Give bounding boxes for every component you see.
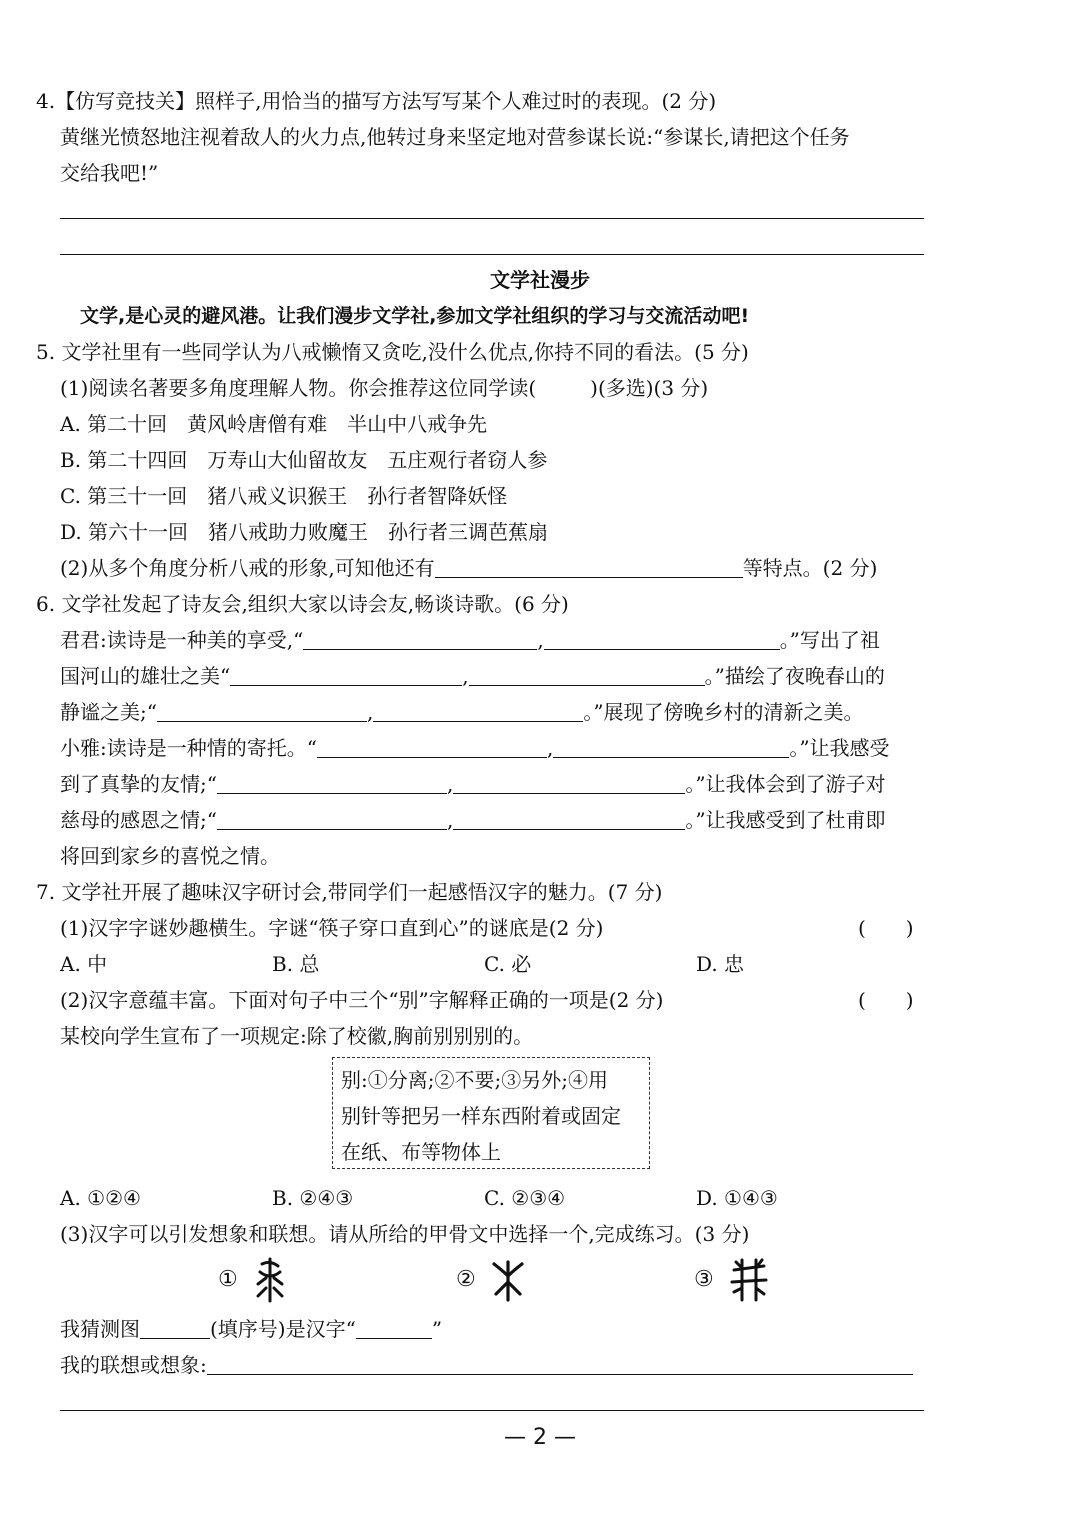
q6-l6-text: 慈母的感恩之情;“ [60,808,217,832]
footer-rule [60,1410,924,1411]
q6-blank-4a[interactable] [317,735,547,758]
q7-sub1-option-c: C. 必 [484,952,532,976]
q7-sub3: (3)汉字可以引发想象和联想。请从所给的甲骨文中选择一个,完成练习。(3 分) [60,1222,750,1246]
q7-sub1-option-a: A. 中 [60,952,108,976]
q6-line7: 将回到家乡的喜悦之情。 [60,844,280,868]
oracle-glyph-1-icon [252,1256,288,1304]
q6-blank-5a[interactable] [217,771,447,794]
q6-blank-1a[interactable] [303,627,537,650]
q6-line5 [60,769,886,799]
q6-l3-comma: , [366,700,374,724]
q4-example-line1: 黄继光愤怒地注视着敌人的火力点,他转过身来坚定地对营参谋长说:“参谋长,请把这个任务 [60,125,850,149]
q6-l4-comma: , [546,736,554,760]
definition-line: 别:①分离;②不要;③另外;④用 [341,1068,608,1092]
q6-l5-text: 到了真挚的友情;“ [60,772,217,796]
q6-l5-comma: , [446,772,454,796]
q5-sub1 [60,373,708,403]
glyph-number-1: ① [218,1267,238,1292]
section-intro: 文学,是心灵的避风港。让我们漫步文学社,参加文学社组织的学习与交流活动吧! [80,305,750,327]
q5-option-c: C. 第三十一回 猪八戒义识猴王 孙行者智降妖怪 [60,484,508,508]
q7-sub1: (1)汉字字谜妙趣横生。字谜“筷子穿口直到心”的谜底是(2 分) [60,916,604,940]
section-title: 文学社漫步 [490,268,590,292]
q6-blank-3a[interactable] [157,699,367,722]
q6-blank-2b[interactable] [469,663,705,686]
q7-sub2: (2)汉字意蕴丰富。下面对句子中三个“别”字解释正确的一项是(2 分) [60,988,664,1012]
q6-l3-text: 静谧之美;“ [60,700,157,724]
q6-blank-3b[interactable] [373,699,583,722]
q6-l2-tail: 。”描绘了夜晚春山的 [704,664,885,688]
q7-guess-text: 我猜测图 [60,1317,140,1341]
q6-line2 [60,661,885,691]
q6-l4-tail: 。”让我感受 [789,736,890,760]
definition-box [332,1057,650,1169]
q7-association-line [60,1350,913,1380]
q6-l3-tail: 。”展现了傍晚乡村的清新之美。 [583,700,864,724]
q5-sub1-text: (1)阅读名著要多角度理解人物。你会推荐这位同学读( [60,376,537,400]
q6-blank-1b[interactable] [544,627,780,650]
q4-answer-line-1[interactable] [60,218,924,219]
definition-line: 在纸、布等物体上 [341,1140,501,1164]
q7-sub2-option-d: D. ①④③ [696,1186,778,1210]
q5-heading: 5. 文学社里有一些同学认为八戒懒惰又贪吃,没什么优点,你持不同的看法。(5 分) [36,340,749,364]
q4-example-line2: 交给我吧!” [60,161,159,185]
q4-answer-line-2[interactable] [60,254,924,255]
q5-sub2-blank[interactable] [435,555,743,578]
definition-line: 别针等把另一样东西附着或固定 [341,1104,621,1128]
q6-blank-5b[interactable] [453,771,685,794]
q6-line1 [60,625,880,655]
q6-l5-tail: 。”让我体会到了游子对 [685,772,886,796]
q7-sub2-sentence: 某校向学生宣布了一项规定:除了校徽,胸前别别别的。 [60,1024,534,1048]
q7-association-blank[interactable] [207,1352,913,1375]
q5-option-a: A. 第二十回 黄风岭唐僧有难 半山中八戒争先 [60,412,488,436]
q7-sub2-answer-paren[interactable]: ( ) [858,988,914,1012]
q6-blank-6b[interactable] [453,807,685,830]
q7-sub2-option-a: A. ①②④ [60,1186,141,1210]
q7-heading: 7. 文学社开展了趣味汉字研讨会,带同学们一起感悟汉字的魅力。(7 分) [36,880,663,904]
q6-l2-comma: , [462,664,469,688]
q6-l6-comma: , [446,808,454,832]
q6-l1-text: 君君:读诗是一种美的享受,“ [60,628,304,652]
q5-option-d: D. 第六十一回 猪八戒助力败魔王 孙行者三调芭蕉扇 [60,520,549,544]
q6-l1-comma: , [537,628,544,652]
q7-sub2-option-b: B. ②④③ [272,1186,354,1210]
q5-option-b: B. 第二十四回 万寿山大仙留故友 五庄观行者窃人参 [60,448,548,472]
q6-l4-text: 小雅:读诗是一种情的寄托。“ [60,736,317,760]
q7-association-label: 我的联想或想象: [60,1353,207,1377]
q7-guess-tail: ” [431,1317,443,1341]
q5-sub2-text: (2)从多个角度分析八戒的形象,可知他还有 [60,556,435,580]
q6-l6-tail: 。”让我感受到了杜甫即 [685,808,886,832]
q6-l1-tail: 。”写出了祖 [779,628,880,652]
q6-heading: 6. 文学社发起了诗友会,组织大家以诗会友,畅谈诗歌。(6 分) [36,592,569,616]
glyph-number-3: ③ [694,1267,714,1292]
q7-guess-middle: (填序号)是汉字“ [210,1317,356,1341]
q4-heading: 4.【仿写竞技关】照样子,用恰当的描写方法写写某个人难过时的表现。(2 分) [36,89,717,113]
q5-sub2 [60,553,877,583]
page-number: — 2 — [504,1425,576,1450]
q6-blank-2a[interactable] [230,663,462,686]
q7-sub1-option-d: D. 忠 [696,952,745,976]
q6-line6 [60,805,886,835]
q6-line3 [60,697,864,727]
q7-guess-char-blank[interactable] [356,1316,432,1339]
q6-blank-6a[interactable] [217,807,447,830]
q6-line4 [60,733,890,763]
q7-sub1-answer-paren[interactable]: ( ) [858,916,914,940]
q7-guess-line [60,1314,442,1344]
q5-sub2-tail: 等特点。(2 分) [742,556,878,580]
q7-guess-number-blank[interactable] [140,1316,210,1339]
q7-sub2-option-c: C. ②③④ [484,1186,566,1210]
q5-sub1-tail: )(多选)(3 分) [590,376,709,400]
q6-l2-text: 国河山的雄壮之美“ [60,664,231,688]
q7-sub1-option-b: B. 总 [272,952,320,976]
oracle-glyph-2-icon [490,1258,526,1304]
q6-blank-4b[interactable] [553,735,789,758]
glyph-number-2: ② [456,1267,476,1292]
oracle-glyph-3-icon [728,1256,770,1304]
